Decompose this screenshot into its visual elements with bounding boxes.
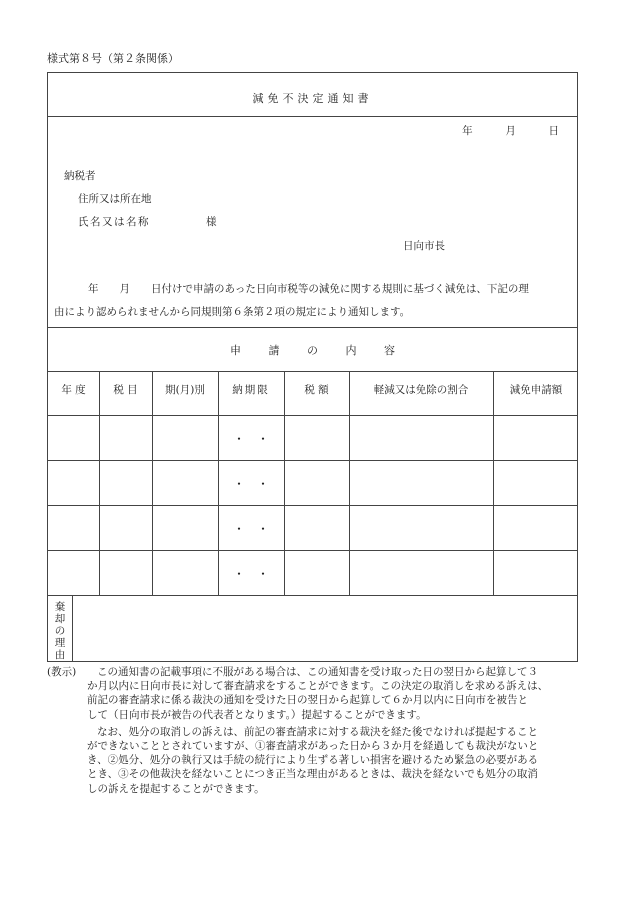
divider bbox=[48, 116, 577, 117]
table-col-line bbox=[152, 371, 153, 595]
col-header-due-date: 納期限 bbox=[232, 384, 270, 396]
section-char: 内 bbox=[345, 344, 357, 357]
notice-body-line2: 由により認められませんから同規則第６条第２項の規定により通知します。 bbox=[54, 306, 411, 318]
table-row-line bbox=[48, 550, 577, 551]
instruction-notes bbox=[47, 665, 587, 796]
issue-date bbox=[462, 123, 559, 138]
divider bbox=[48, 327, 577, 328]
notice-form bbox=[47, 72, 578, 662]
notes-line: き、②処分、処分の執行又は手続の続行により生ずる著しい損害を避けるため緊急の必要がある bbox=[87, 754, 539, 767]
table-row-line bbox=[48, 415, 577, 416]
date-day: 日 bbox=[548, 125, 559, 137]
notes-label: (教示) bbox=[47, 666, 77, 678]
date-month: 月 bbox=[505, 125, 516, 137]
section-char: 請 bbox=[268, 344, 280, 357]
col-header-requested-amount: 減免申請額 bbox=[509, 384, 563, 396]
table-row-line bbox=[48, 460, 577, 461]
notice-body-line1: 年 月 日付けで申請のあった日向市税等の減免に関する規則に基づく減免は、下記の理 bbox=[88, 283, 529, 295]
address-label: 住所又は所在地 bbox=[78, 193, 152, 205]
table-col-line bbox=[284, 371, 285, 595]
notes-line: して（日向市長が被告の代表者となります。）提起することができます。 bbox=[87, 708, 427, 721]
section-char: の bbox=[307, 344, 318, 357]
table-col-line bbox=[493, 371, 494, 595]
divider bbox=[48, 371, 577, 372]
form-number: 様式第８号（第２条関係） bbox=[47, 52, 179, 65]
notes-line: か月以内に日向市長に対して審査請求をすることができます。この決定の取消しを求める訴えは、 bbox=[87, 680, 549, 693]
table-row-due-date: ・ ・ bbox=[232, 432, 269, 446]
table-row-line bbox=[48, 595, 577, 596]
rejection-reason-label: 棄却の理由 bbox=[54, 601, 66, 661]
section-title bbox=[48, 342, 577, 358]
section-char: 容 bbox=[384, 344, 395, 357]
table-row-due-date: ・ ・ bbox=[232, 567, 269, 581]
table-row-due-date: ・ ・ bbox=[232, 522, 269, 536]
col-header-reduction-ratio: 軽減又は免除の割合 bbox=[373, 384, 469, 396]
table-row-due-date: ・ ・ bbox=[232, 477, 269, 491]
section-char: 申 bbox=[230, 344, 241, 357]
document-title: 減免不決定通知書 bbox=[252, 92, 373, 105]
notes-line: この通知書の記載事項に不服がある場合は、この通知書を受け取った日の翌日から起算して３ bbox=[97, 666, 538, 678]
date-year: 年 bbox=[462, 125, 473, 137]
notes-line: 前記の審査請求に係る裁決の通知を受けた日の翌日から起算して６か月以内に日向市を被告と bbox=[87, 694, 528, 707]
name-label: 氏名又は名称 bbox=[78, 216, 150, 228]
col-header-amount: 税 額 bbox=[304, 384, 329, 396]
notes-line: なお、処分の取消しの訴えは、前記の審査請求に対する裁決を経た後でなければ提起すること bbox=[97, 725, 538, 738]
notes-line: とき、③その他裁決を経ないことにつき正当な理由があるときは、裁決を経ないでも処分の取消 bbox=[87, 768, 538, 781]
notes-line: ができないこととされていますが、①審査請求があった日から３か月を経過しても裁決がないと bbox=[87, 740, 539, 753]
col-header-year: 年 度 bbox=[61, 384, 86, 396]
table-row-line bbox=[48, 505, 577, 506]
col-header-tax-item: 税 目 bbox=[113, 384, 138, 396]
reason-divider bbox=[72, 595, 73, 662]
taxpayer-label: 納税者 bbox=[64, 170, 96, 182]
table-col-line bbox=[349, 371, 350, 595]
issuer-name: 日向市長 bbox=[403, 240, 445, 252]
notes-line: しの訴えを提起することができます。 bbox=[87, 782, 265, 795]
col-header-period: 期(月)別 bbox=[165, 384, 205, 396]
table-col-line bbox=[99, 371, 100, 595]
honorific: 様 bbox=[206, 216, 217, 228]
